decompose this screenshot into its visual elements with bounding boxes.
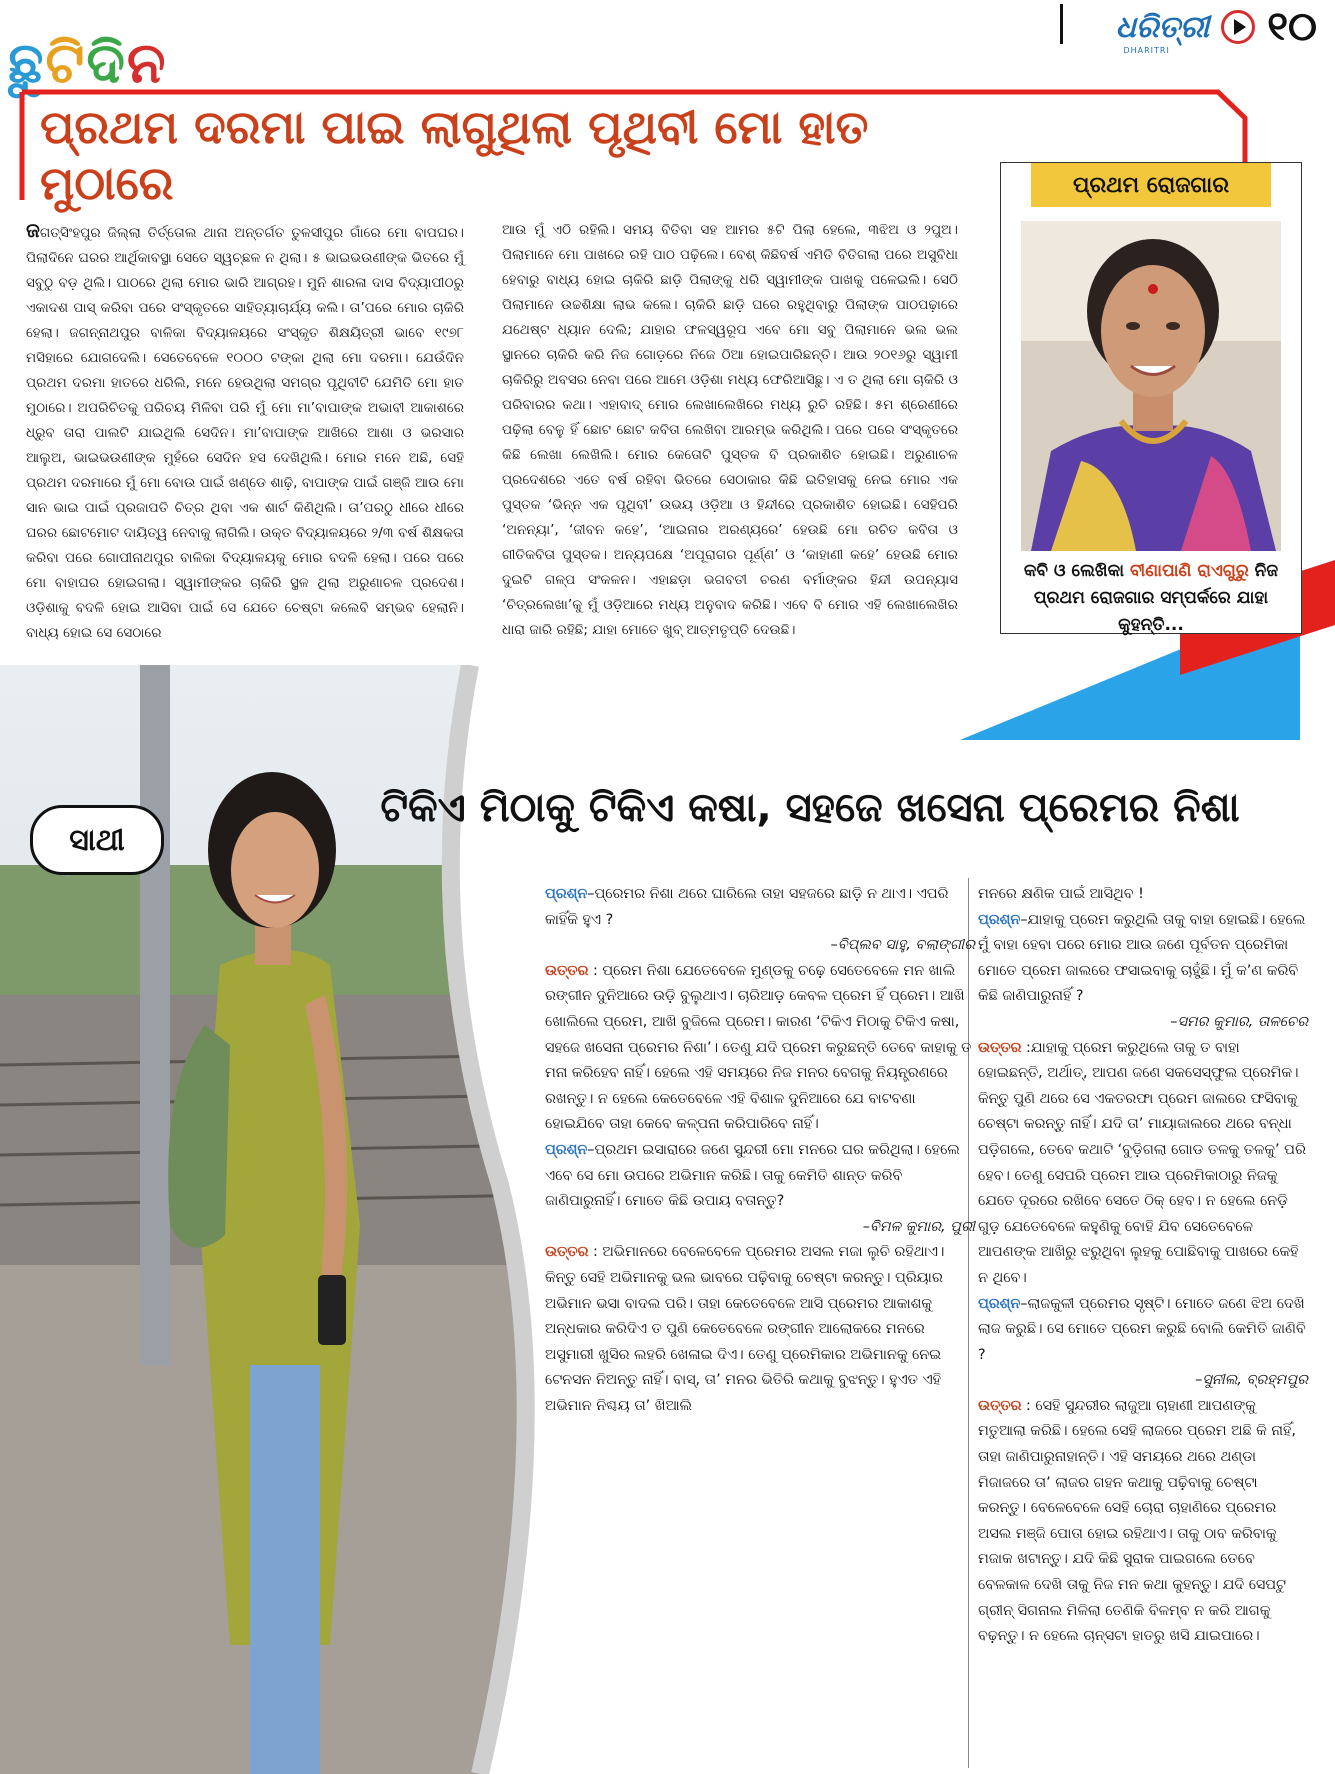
brand-sub: DHARITRI [1123, 45, 1170, 55]
answer-label: ଉତ୍ତର [545, 1244, 589, 1261]
dropcap: ଜ [26, 218, 40, 242]
question-text: –ଲାଜକୁଳୀ ପ୍ରେମର ସୃଷ୍ଟି। ମୋତେ ଜଣେ ଝିଅ ଦେଖି ଲାଜ କରୁଛି। ସେ ମୋତେ ପ୍ରେମ କରୁଛି ବୋଲି କେମିତି ଜାଣିବି ? [978, 1295, 1306, 1363]
inset-caption-post: ନିଜ ପ୍ରଥମ ରୋଜଗାର ସମ୍ପର୍କରେ ଯାହା କୁହନ୍ତି... [1033, 561, 1279, 636]
answer-text: :ଯାହାକୁ ପ୍ରେମ କରୁଥିଲେ ତାକୁ ତ ବାହା ହୋଇଛନ୍ତି, ଅର୍ଥାତ୍, ଆପଣ ଜଣେ ସକସେସ୍‌ଫୁଲ ପ୍ରେମିକ। କିନ୍ତୁ ପୁଣି ଥରେ ସେ ଏକତରଫା ପ୍ରେମ ଜାଲରେ ଫସିବାକୁ ଚେଷ୍ଟା କରନ୍ତୁ ନାହିଁ। ଯଦି ତା’ ମାୟାଜାଲରେ ଥରେ ବନ୍ଧା ପଡ଼ିଗଲେ, ତେବେ କଥାଟି ‘ବୁଡ଼ିଗଲା ଗୋଡ ତଳକୁ ତଳକୁ’ ପରି ହେବ। ତେଣୁ ସେପରି ପ୍ରେମ ଆଉ ପ୍ରେମିକାଠାରୁ ନିଜକୁ ଯେତେ ଦୂରରେ ରଖିବେ ସେତେ ଠିକ୍ ହେବ। ନ ହେଲେ ନେଡ଼ି ଗୁଡ଼ ଯେତେବେଳେ କହୁଣିକୁ ବୋହି ଯିବ ସେତେବେଳେ ଆପଣଙ୍କ ଆଖିରୁ ଝରୁଥିବା ଲୁହକୁ ପୋଛିବାକୁ ପାଖରେ କେହି ନ ଥିବେ। [978, 1039, 1306, 1286]
article1-column-1 [26, 218, 464, 646]
answer-text: : ପ୍ରେମ ନିଶା ଯେତେବେଳେ ମୁଣ୍ଡକୁ ଚଢ଼େ ସେତେବେଳେ ମନ ଖାଲି ରଙ୍ଗୀନ ଦୁନିଆରେ ଉଡ଼ି ବୁଲୁଥାଏ। ଚାରିଆଡ଼ କେବଳ ପ୍ରେମ ହିଁ ପ୍ରେମ। ଆଖି ଖୋଲିଲେ ପ୍ରେମ, ଆଖି ବୁଜିଲେ ପ୍ରେମ। କାରଣ ‘ଟିକିଏ ମିଠାକୁ ଟିକିଏ କଷା, ସହଜେ ଖସେନା ପ୍ରେମର ନିଶା’। ତେଣୁ ଯଦି ପ୍ରେମ କରୁଛନ୍ତି ତେବେ କାହାକୁ ତ ମନା କରିହେବ ନାହିଁ। ହେଲେ ଏହି ସମୟରେ ନିଜ ମନର ବେଗକୁ ନିୟନ୍ତ୍ରଣରେ ରଖନ୍ତୁ। ନ ହେଲେ କେତେବେଳେ ଏହି ବିଶାଳ ଦୁନିଆରେ ଯେ ବାଟବଣା ହୋଇଯିବେ ତାହା କେବେ କଳ୍ପନା କରିପାରିବେ ନାହିଁ। [545, 962, 972, 1133]
article1-column-2: ଆଉ ମୁଁ ଏଠି ରହିଲି। ସମୟ ବିତିବା ସହ ଆମର ୫ଟି ପିଲା ହେଲେ, ୩ଝିଅ ଓ ୨ପୁଅ। ପିଲାମାନେ ମୋ ପାଖରେ ରହି ପାଠ ପଢ଼ିଲେ। ବେଶ୍ କିଛିବର୍ଷ ଏମିତି ବିତିଗଲା ପରେ ଅସୁବିଧା ହେବାରୁ ବାଧ୍ୟ ହୋଇ ଚାକିରି ଛାଡ଼ି ପିଲାଙ୍କୁ ଧରି ସ୍ୱାମୀଙ୍କ ପାଖକୁ ପଳେଇଲି। ସେଠି ପିଲାମାନେ ଉଚ୍ଚଶିକ୍ଷା ଲାଭ କଲେ। ଚାକିରି ଛାଡ଼ି ଘରେ ରହୁଥିବାରୁ ପିଲାଙ୍କ ପାଠପଢ଼ାରେ ଯଥେଷ୍ଟ ଧ୍ୟାନ ଦେଲି; ଯାହାର ଫଳସ୍ୱରୂପ ଏବେ ମୋ ସବୁ ପିଲାମାନେ ଭଲ ଭଲ ସ୍ଥାନରେ ଚାକିରି କରି ନିଜ ଗୋଡ଼ରେ ନିଜେ ଠିଆ ହୋଇପାରିଛନ୍ତି। ଆଉ ୨୦୧୬ରୁ ସ୍ୱାମୀ ଚାକିରିରୁ ଅବସର ନେବା ପରେ ଆମେ ଓଡ଼ିଶା ମଧ୍ୟ ଫେରିଆସିଛୁ। ଏ ତ ଥିଲା ମୋ ଚାକିରି ଓ ପରିବାରର କଥା। ଏହାବାଦ୍ ମୋର ଲେଖାଲେଖିରେ ମଧ୍ୟ ରୁଚି ରହିଛି। ୫ମ ଶ୍ରେଣୀରେ ପଢ଼ିଲା ବେଳୁ ହିଁ ଛୋଟ ଛୋଟ କବିତା ଲେଖିବା ଆରମ୍ଭ କରିଥିଲି। ପରେ ପରେ ସଂସ୍କୃତରେ କିଛି ଲେଖା ଲେଖିଲି। ମୋର କେତୋଟି ପୁସ୍ତକ ବି ପ୍ରକାଶିତ ହୋଇଛି। ଅରୁଣାଚଳ ପ୍ରଦେଶରେ ଏତେ ବର୍ଷ ରହିବା ଭିତରେ ସେଠାକାର କିଛି ଇତିହାସକୁ ନେଇ ମୋର ଏକ ପୁସ୍ତକ ‘ଭିନ୍ନ ଏକ ପୃଥିବୀ’ ଉଭୟ ଓଡ଼ିଆ ଓ ହିନ୍ଦୀରେ ପ୍ରକାଶିତ ହୋଇଛି। ସେହିପରି ‘ଅନନ୍ୟା’, ‘ଜୀବନ କହେ’, ‘ଆଇନାର ଅରଣ୍ୟରେ’ ହେଉଛି ମୋ ରଚିତ କବିତା ଓ ଗୀତିକବିତା ପୁସ୍ତକ। ଅନ୍ୟପକ୍ଷେ ‘ଅପୂରାଗର ପୂର୍ଣ୍ଣ’ ଓ ‘କାହାଣୀ କହେ’ ହେଉଛି ମୋର ଦୁଇଟି ଗଳ୍ପ ସଂକଳନ। ଏହାଛଡ଼ା ଭଗବତୀ ଚରଣ ବର୍ମାଙ୍କର ହିନ୍ଦୀ ଉପନ୍ୟାସ ‘ଚିତ୍ରଲେଖା’କୁ ମୁଁ ଓଡ଼ିଆରେ ମଧ୍ୟ ଅନୁବାଦ କରିଛି। ଏବେ ବି ମୋର ଏହି ଲେଖାଲେଖିର ଧାରା ଜାରି ରହିଛି; ଯାହା ମୋତେ ଖୁବ୍ ଆତ୍ମତୃପ୍ତି ଦେଉଛି। [502, 222, 958, 638]
page-number: ୧୦ [1267, 4, 1317, 50]
author-name: ବୀଣାପାଣି ରାଏଗୁରୁ [1129, 561, 1249, 581]
answer-text: : ଅଭିମାନରେ ବେଳେବେଳେ ପ୍ରେମର ଅସଲ ମଜା ଲୁଚି ରହିଥାଏ। କିନ୍ତୁ ସେହି ଅଭିମାନକୁ ଭଲ ଭାବରେ ପଢ଼ିବାକୁ ଚେଷ୍ଟା କରନ୍ତୁ। ପ୍ରିୟାର ଅଭିମାନ ଭସା ବାଦଲ ପରି। ତାହା କେତେବେଳେ ଆସି ପ୍ରେମର ଆକାଶକୁ ଅନ୍ଧକାର କରିଦିଏ ତ ପୁଣି କେତେବେଳେ ରଙ୍ଗୀନ ଆଲୋକରେ ମନରେ ଅସୁମାରୀ ଖୁସିର ଲହରି ଖେଳାଇ ଦିଏ। ତେଣୁ ପ୍ରେମିକାର ଅଭିମାନକୁ ନେଇ ଟେନସନ ନିଅନ୍ତୁ ନାହିଁ। ବାସ୍, ତା’ ମନର ଭିତିରି କଥାକୁ ବୁଝନ୍ତୁ। ହୁଏତ ଏହି ଅଭିମାନ ନିଶ୍ଚୟ ତା’ ଖିଆଲି [545, 1244, 945, 1414]
answer [545, 1240, 975, 1419]
question [545, 1138, 975, 1215]
question [978, 1292, 1308, 1369]
inset-caption [1011, 558, 1291, 640]
section-title-char: ଦି [86, 31, 125, 96]
qa-column-1 [545, 882, 975, 1419]
section-title-char: ଟି [45, 31, 85, 96]
answer-label: ଉତ୍ତର [978, 1039, 1022, 1056]
section-title-char: ଛୁ [8, 31, 44, 96]
answer [545, 959, 975, 1138]
answer [978, 1394, 1308, 1650]
byline: –ବିମଳ କୁମାର, ପୁରୀ [862, 1218, 975, 1235]
inset-caption-pre: କବି ଓ ଲେଖିକା [1023, 561, 1130, 581]
question-label: ପ୍ରଶ୍ନ [545, 886, 588, 902]
section-title-char: ନ [126, 31, 166, 96]
question [545, 882, 975, 933]
question-text: –ଯାହାକୁ ପ୍ରେମ କରୁଥିଲି ତାକୁ ବାହା ହୋଇଛି। ହେଲେ ମୁଁ ବାହା ହେବା ପରେ ମୋର ଆଉ ଜଣେ ପୂର୍ବତନ ପ୍ରେମିକା ମୋତେ ପ୍ରେମ ଜାଲରେ ଫସାଇବାକୁ ଚାହୁଁଛି। ମୁଁ କ’ଣ କରିବି କିଛି ଜାଣିପାରୁନାହିଁ ? [978, 911, 1306, 1005]
byline: –ସମର କୁମାର, ତାଳଚେର [1170, 1013, 1308, 1030]
byline: –ସୁନୀଲ, ବ୍ରହ୍ମପୁର [1195, 1372, 1308, 1389]
article1-col1-text: ଗତ୍‌ସିଂହପୁର ଜିଲ୍ଲା ତିର୍ତ୍ତୋଲ ଥାନା ଅନ୍ତର୍ଗତ ତୁଳସୀପୁର ଗାଁରେ ମୋ ବାପଘର। ପିଲାଦିନେ ଘରର ଆର୍ଥିକାବସ୍ଥା ସେତେ ସ୍ୱଚ୍ଛଳ ନ ଥିଲା। ୫ ଭାଇଭଉଣୀଙ୍କ ଭିତରେ ମୁଁ ସବୁଠୁ ବଡ଼ ଥିଲି। ପାଠରେ ଥିଲା ମୋର ଭାରି ଆଗ୍ରହ। ମୁନି ଶାରଳା ଦାସ ବିଦ୍ୟାପୀଠରୁ ଏକାଦଶ ପାସ୍ କରିବା ପରେ ସଂସ୍କୃତରେ ସାହିତ୍ୟାଚାର୍ଯ୍ୟ କଲି। ତା’ପରେ ମୋର ଚାକିରି ହେଲା। ଜଗନ୍ନାଥପୁର ବାଳିକା ବିଦ୍ୟାଳୟରେ ସଂସ୍କୃତ ଶିକ୍ଷୟିତ୍ରୀ ଭାବେ ୧୯୭୮ ମସିହାରେ ଯୋଗଦେଲି। ସେତେବେଳେ ୧୦୦୦ ଟଙ୍କା ଥିଲା ମୋ ଦରମା। ଯେଉଁଦିନ ପ୍ରଥମ ଦରମା ହାତରେ ଧରିଲି, ମନେ ହେଉଥିଲା ସମଗ୍ର ପୃଥିବୀଟି ଯେମିତି ମୋ ହାତ ମୁଠାରେ। ଅପରିଚିତକୁ ପରିଚୟ ମିଳିବା ପରି ମୁଁ ମୋ ମା’ବାପାଙ୍କ ଅଭାବୀ ଆକାଶରେ ଧ୍ରୁବ ତାରା ପାଲଟି ଯାଇଥିଲି ସେଦିନ। ମା’ବାପାଙ୍କ ଆଖିରେ ଆଶା ଓ ଭରସାର ଆଲୁଅ, ଭାଇଭଉଣୀଙ୍କ ମୁହଁରେ ସେଦିନ ହସ ଦେଖିଥିଲି। ମୋର ମନେ ଅଛି, ସେହି ପ୍ରଥମ ଦରମାରେ ମୁଁ ମୋ ବୋଉ ପାଇଁ ଖଣ୍ଡେ ଶାଢ଼ି, ବାପାଙ୍କ ପାଇଁ ଗଞ୍ଜି ଆଉ ମୋ ସାନ ଭାଇ ପାଇଁ ପ୍ରଜାପତି ଚିତ୍ର ଥିବା ଏକ ଶାର୍ଟ କିଣିଥିଲି। ତା’ପରଠୁ ଧୀରେ ଧୀରେ ଘରର ଛୋଟମୋଟ ଦାୟିତ୍ୱ ନେବାକୁ ଲାଗିଲି। ଉକ୍ତ ବିଦ୍ୟାଳୟରେ ୨/୩ ବର୍ଷ ଶିକ୍ଷକତା କରିବା ପରେ ଗୋପୀନାଥପୁର ବାଳିକା ବିଦ୍ୟାଳୟକୁ ମୋର ବଦଳି ହେଲା। ପରେ ପରେ ମୋ ବାହାଘର ହୋଇଗଲା। ସ୍ୱାମୀଙ୍କର ଚାକିରି ସ୍ଥଳ ଥିଲା ଅରୁଣାଚଳ ପ୍ରଦେଶ। ଓଡ଼ିଶାକୁ ବଦଳି ହୋଇ ଆସିବା ପାଇଁ ସେ ଯେତେ ଚେଷ୍ଟା କଲେବି ସମ୍ଭବ ହେଲାନି। ବାଧ୍ୟ ହୋଇ ସେ ସେଠାରେ [26, 225, 464, 641]
inset-box [1000, 162, 1302, 634]
article1-headline: ପ୍ରଥମ ଦରମା ପାଇ ଲାଗୁଥିଲା ପୃଥିବୀ ମୋ ହାତ ମୁଠାରେ [40, 99, 869, 210]
question-text: –ପ୍ରେମର ନିଶା ଥରେ ଘାରିଲେ ତାହା ସହଜରେ ଛାଡ଼ି ନ ଥାଏ। ଏପରି କାହିଁକି ହୁଏ ? [545, 886, 949, 928]
answer-continued: ମନରେ କ୍ଷଣିକ ପାଇଁ ଆସିଥିବ ! [978, 886, 1144, 902]
question-label: ପ୍ରଶ୍ନ [978, 911, 1021, 928]
answer-label: ଉତ୍ତର [978, 1397, 1022, 1414]
author-photo [1021, 221, 1281, 551]
question-text: –ପ୍ରଥମ ଇସାରାରେ ଜଣେ ସୁନ୍ଦରୀ ମୋ ମନରେ ଘର କରିଥିଲା। ହେଲେ ଏବେ ସେ ମୋ ଉପରେ ଅଭିମାନ କରିଛି। ତାକୁ କେମିତି ଶାନ୍ତ କରିବି ଜାଣିପାରୁନାହିଁ। ମୋତେ କିଛି ଉପାୟ ବତାନ୍ତୁ? [545, 1141, 960, 1210]
question-label: ପ୍ରଶ୍ନ [978, 1295, 1021, 1312]
byline: –ବିପ୍ଲବ ସାହୁ, ବଲାଙ୍ଗୀର [830, 937, 975, 954]
question [978, 908, 1308, 1010]
article2-headline: ଟିକିଏ ମିଠାକୁ ଟିକିଏ କଷା, ସହଜେ ଖସେନା ପ୍ରେମର ନିଶା [380, 785, 1240, 831]
inset-title: ପ୍ରଥମ ରୋଜଗାର [1031, 163, 1271, 207]
qa-column-2 [978, 882, 1308, 1650]
question-label: ପ୍ରଶ୍ନ [545, 1141, 588, 1158]
brand-logo: ଧରିତ୍ରୀ [1115, 9, 1210, 45]
answer [978, 1036, 1308, 1292]
answer-text: : ସେହି ସୁନ୍ଦରୀର ଲାଜୁଆ ଚାହାଣୀ ଆପଣଙ୍କୁ ମତୁଆଲା କରିଛି। ହେଲେ ସେହି ଲାଜରେ ପ୍ରେମ ଅଛି କି ନାହିଁ, ତାହା ଜାଣିପାରୁନାହାନ୍ତି। ଏହି ସମୟରେ ଥରେ ଥଣ୍ଡା ମିଜାଜରେ ତା’ ଲାଜର ଗହନ କଥାକୁ ପଢ଼ିବାକୁ ଚେଷ୍ଟା କରନ୍ତୁ। ବେଳେବେଳେ ସେହି ଚୋରା ଚାହାଣିରେ ପ୍ରେମର ଅସଲ ମଞ୍ଜି ପୋତା ହୋଇ ରହିଥାଏ। ତାକୁ ଠାବ କରିବାକୁ ମଜାକ ଖଟାନ୍ତୁ। ଯଦି କିଛି ସୁରାକ ପାଇଗଲେ ତେବେ ବେଳକାଳ ଦେଖି ତାକୁ ନିଜ ମନ କଥା କୁହନ୍ତୁ। ଯଦି ସେପଟୁ ଗ୍ରୀନ୍ ସିଗନାଲ ମିଳିଲା ତେଣିକି ବିଳମ୍ବ ନ କରି ଆଗକୁ ବଢ଼ନ୍ତୁ। ନ ହେଲେ ଚାନ୍ସଟା ହାତରୁ ଖସି ଯାଇପାରେ। [978, 1397, 1296, 1645]
answer-label: ଉତ୍ତର [545, 962, 589, 979]
column-tag: ସାଥୀ [30, 805, 164, 875]
